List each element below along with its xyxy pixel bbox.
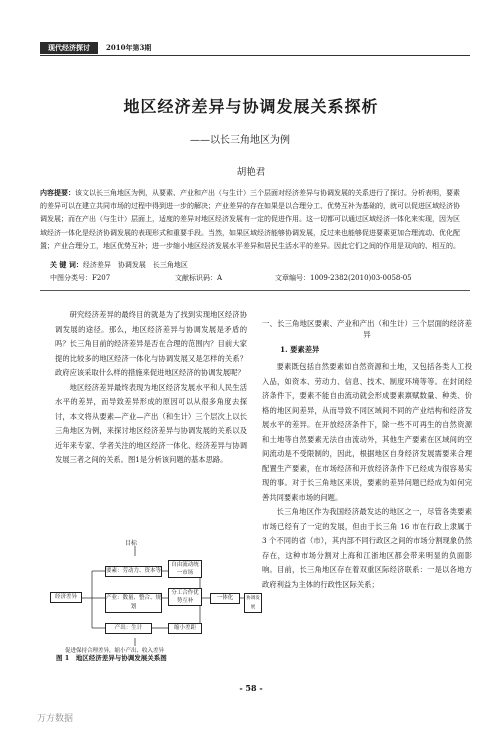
box-free-flow: 自由流动统一市场 [168,560,202,578]
box-narrow-gap: 缩小差距 [168,623,202,634]
box-integration: 一体化 [210,593,240,604]
paragraph: 地区经济差异最终表现为地区经济发展水平和人民生活水平的差异，而导致差异形成的原因可以从很多角度去探讨，本文将从要素—产业—产出（和生计）三个层次上以长三角地区为例，来探讨地区经济差异与协调发展的关系以及近年来专家、学者关注的地区经济一体化、经济差异与协调发展三者之间的关系。图1是分析该问题的基本思路。 [55,382,247,464]
section-heading: 一、长三角地区要素、产业和产出（和生计）三个层面的经济差异 [262,319,472,339]
article-number: 文章编号：1009-2382(2010)03-0058-05 [275,274,412,282]
keywords-value: 经济差异 协调发展 长三角地区 [82,261,188,269]
paragraph: 长三角地区作为我国经济最发达的地区之一，尽管各类要素市场已经有了一定的发展，但由于长三角 16 市在行政上隶属于 3 个不同的省（市），其内部不同行政区之间的市场分割现象仍然存在，这种市场分割对上海和江浙地区都会带来明显的负面影响。目前，长三角地区存在着双重区际经济联系：一是以各地方政府利益为主体的行政性区际关系； [262,507,472,589]
watermark: 万方数据 [37,714,74,724]
subsection-heading: 1. 要素差异 [280,345,320,354]
box-coordination: 协调发展 [244,593,262,613]
author-name: 胡艳君 [236,167,266,178]
box-factors: 要素：劳动力、资本等 [105,566,162,577]
paragraph: 要素既包括自然要素如自然资源和土地，又包括各类人工投入品，如资本、劳动力、信息、技术、制度环境等等。在封闭经济条件下，要素不能自由流动就会形成要素禀赋数量、种类、价格的地区间差异，从而导致不同区域间不同的产业结构和经济发展水平的差异。在开放经济条件下，除一些不可再生的自然资源和土地等自然要素无法自由流动外，其他生产要素在区域间的空间流动是不受限制的，因此，根据地区自身经济发展需要来合理配置生产要素，在市场经济和开放经济条件下已经成为很容易实现的事。对于长三角地区来说，要素的差异问题已经成为如何完善共同要素市场的问题。 [262,362,472,502]
section-divider [40,290,470,291]
figure-top-label: 目标 [125,540,138,547]
left-column [55,308,247,468]
doc-code: 文献标识码：A [175,274,223,282]
keywords [50,260,188,270]
box-output: 产出：生计 [105,623,152,634]
paper-title: 地区经济差异与协调发展关系探析 [123,97,379,116]
box-economic-gap: 经济差异 [50,592,82,603]
figure-1 [50,538,260,658]
article-meta [50,273,460,285]
figure-bottom-label: 促进保持合理差异，缩小产出、收入差异 [65,648,165,654]
abstract-text: 该文以长三角地区为例，从要素、产业和产出（与生计）三个层面对经济差异与协调发展的关系进行了探讨。分析表明，要素的差异可以在建立共同市场的过程中得到进一步的解决；产业差异的存在如果是以合理分工、优势互补为基础的，就可以促进区域经济协调发展；而在产出（与生计）层面上，适度的差异对地区经济发展有一定的促进作用。这一切都可以通过区域经济一体化来实现，因为区域经济一体化是经济协调发展的表现形式和重要手段。当然，如果区域经济能够协调发展，反过来也能够促进要素更加合理流动、优化配置；产业合理分工，地区优势互补；进一步缩小地区经济发展水平差异和居民生活水平的差异。因此它们之间的作用是双向的、相互的。 [40,189,460,250]
keywords-label: 关 键 词： [50,260,83,269]
clc-number: 中图分类号：F207 [50,274,111,282]
header-rule [40,55,470,56]
journal-header [40,42,151,54]
page-number: - 58 - [239,683,263,693]
abstract [40,186,460,253]
journal-name: 现代经济探讨 [40,42,98,54]
right-column [262,360,472,592]
paragraph: 研究经济差异的最终目的就是为了找到实现地区经济协调发展的途径。那么，地区经济差异与协调发展是矛盾的吗？长三角目前的经济差异是否在合理的范围内？目前大家提的比较多的地区经济一体化与协调发展又是怎样的关系？政府应该采取什么样的措施来促进地区经济的协调发展呢？ [55,310,247,377]
box-industry: 产业：数量、整合、规划 [105,593,162,613]
box-division: 分工合作优势互补 [168,588,202,606]
paper-subtitle: ——以长三角地区为例 [190,135,290,146]
abstract-label: 内容提要： [40,188,75,197]
issue-label: 2010年第3期 [106,43,152,52]
figure-caption: 图 1 地区经济差异与协调发展关系图 [56,654,167,662]
